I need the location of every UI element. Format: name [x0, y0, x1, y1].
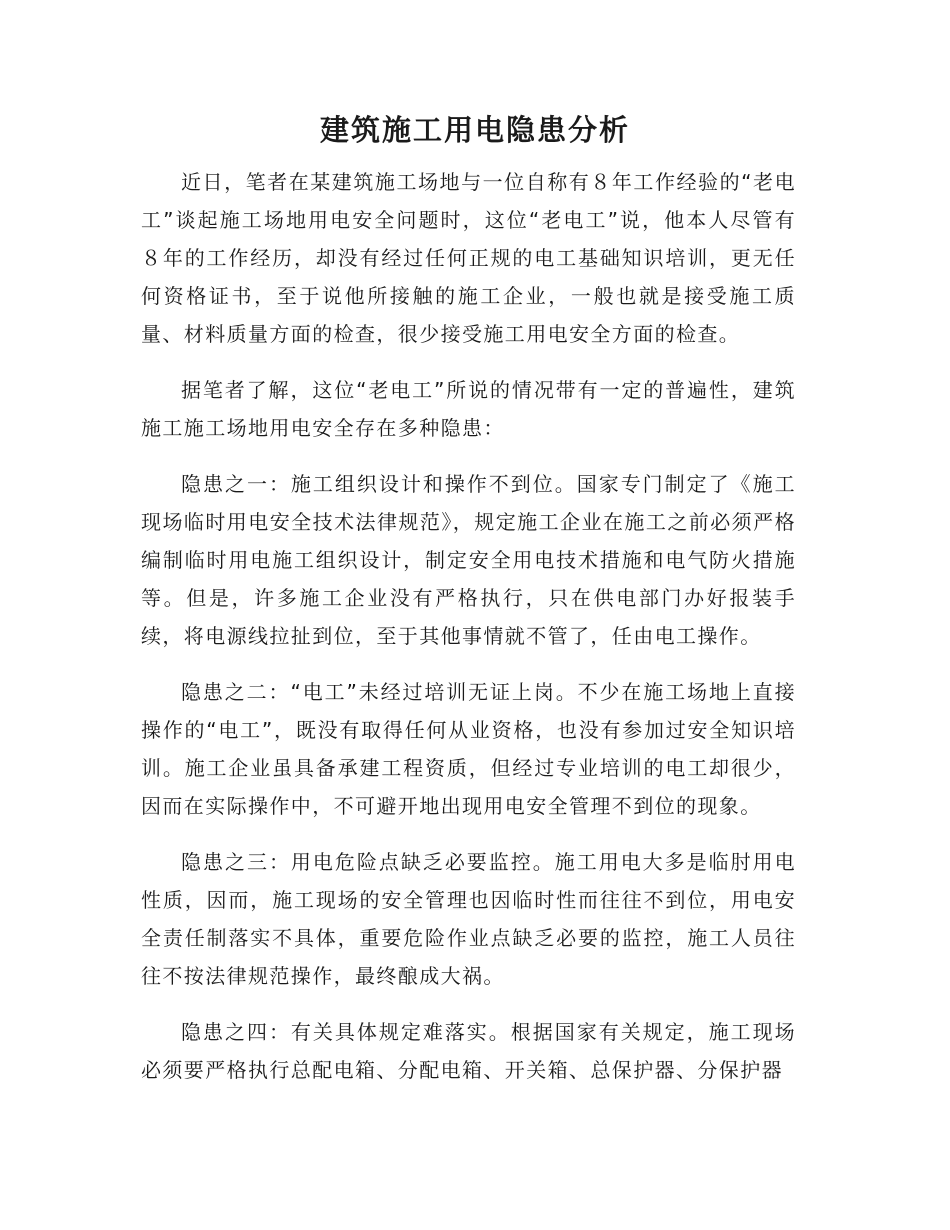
- paragraph-4: 隐患之二：“电工”未经过培训无证上岗。不少在施工场地上直接操作的“电工”，既没有取得任何从业资格，也没有参加过安全知识培训。施工企业虽具备承建工程资质，但经过专业培训的电工却很少，因而在实际操作中，不可避开地出现用电安全管理不到位的现象。: [141, 680, 796, 818]
- paragraph-3: 隐患之一：施工组织设计和操作不到位。国家专门制定了《施工现场临时用电安全技术法律规范》，规定施工企业在施工之前必须严格编制临时用电施工组织设计，制定安全用电技术措施和电气防火措施等。但是，许多施工企业没有严格执行，只在供电部门办好报装手续，将电源线拉扯到位，至于其他事情就不管了，任由电工操作。: [141, 472, 796, 648]
- document-body: [141, 163, 796, 1107]
- document-title: 建筑施工用电隐患分析: [319, 113, 630, 147]
- paragraph-6: 隐患之四：有关具体规定难落实。根据国家有关规定，施工现场必须要严格执行总配电箱、分配电箱、开关箱、总保护器、分保护器: [141, 1020, 796, 1082]
- paragraph-1: 近日，笔者在某建筑施工场地与一位自称有８年工作经验的“老电工”谈起施工场地用电安全问题时，这位“老电工”说，他本人尽管有８年的工作经历，却没有经过任何正规的电工基础知识培训，更无任何资格证书，至于说他所接触的施工企业，一般也就是接受施工质量、材料质量方面的检查，很少接受施工用电安全方面的检查。: [141, 170, 796, 346]
- paragraph-5: 隐患之三：用电危险点缺乏必要监控。施工用电大多是临肘用电性质，因而，施工现场的安全管理也因临时性而往往不到位，用电安全责任制落实不具体，重要危险作业点缺乏必要的监控，施工人员往往不按法律规范操作，最终酿成大祸。: [141, 850, 796, 988]
- paragraph-2: 据笔者了解，这位“老电工”所说的情况带有一定的普遍性，建筑施工施工场地用电安全存在多种隐患：: [141, 378, 796, 440]
